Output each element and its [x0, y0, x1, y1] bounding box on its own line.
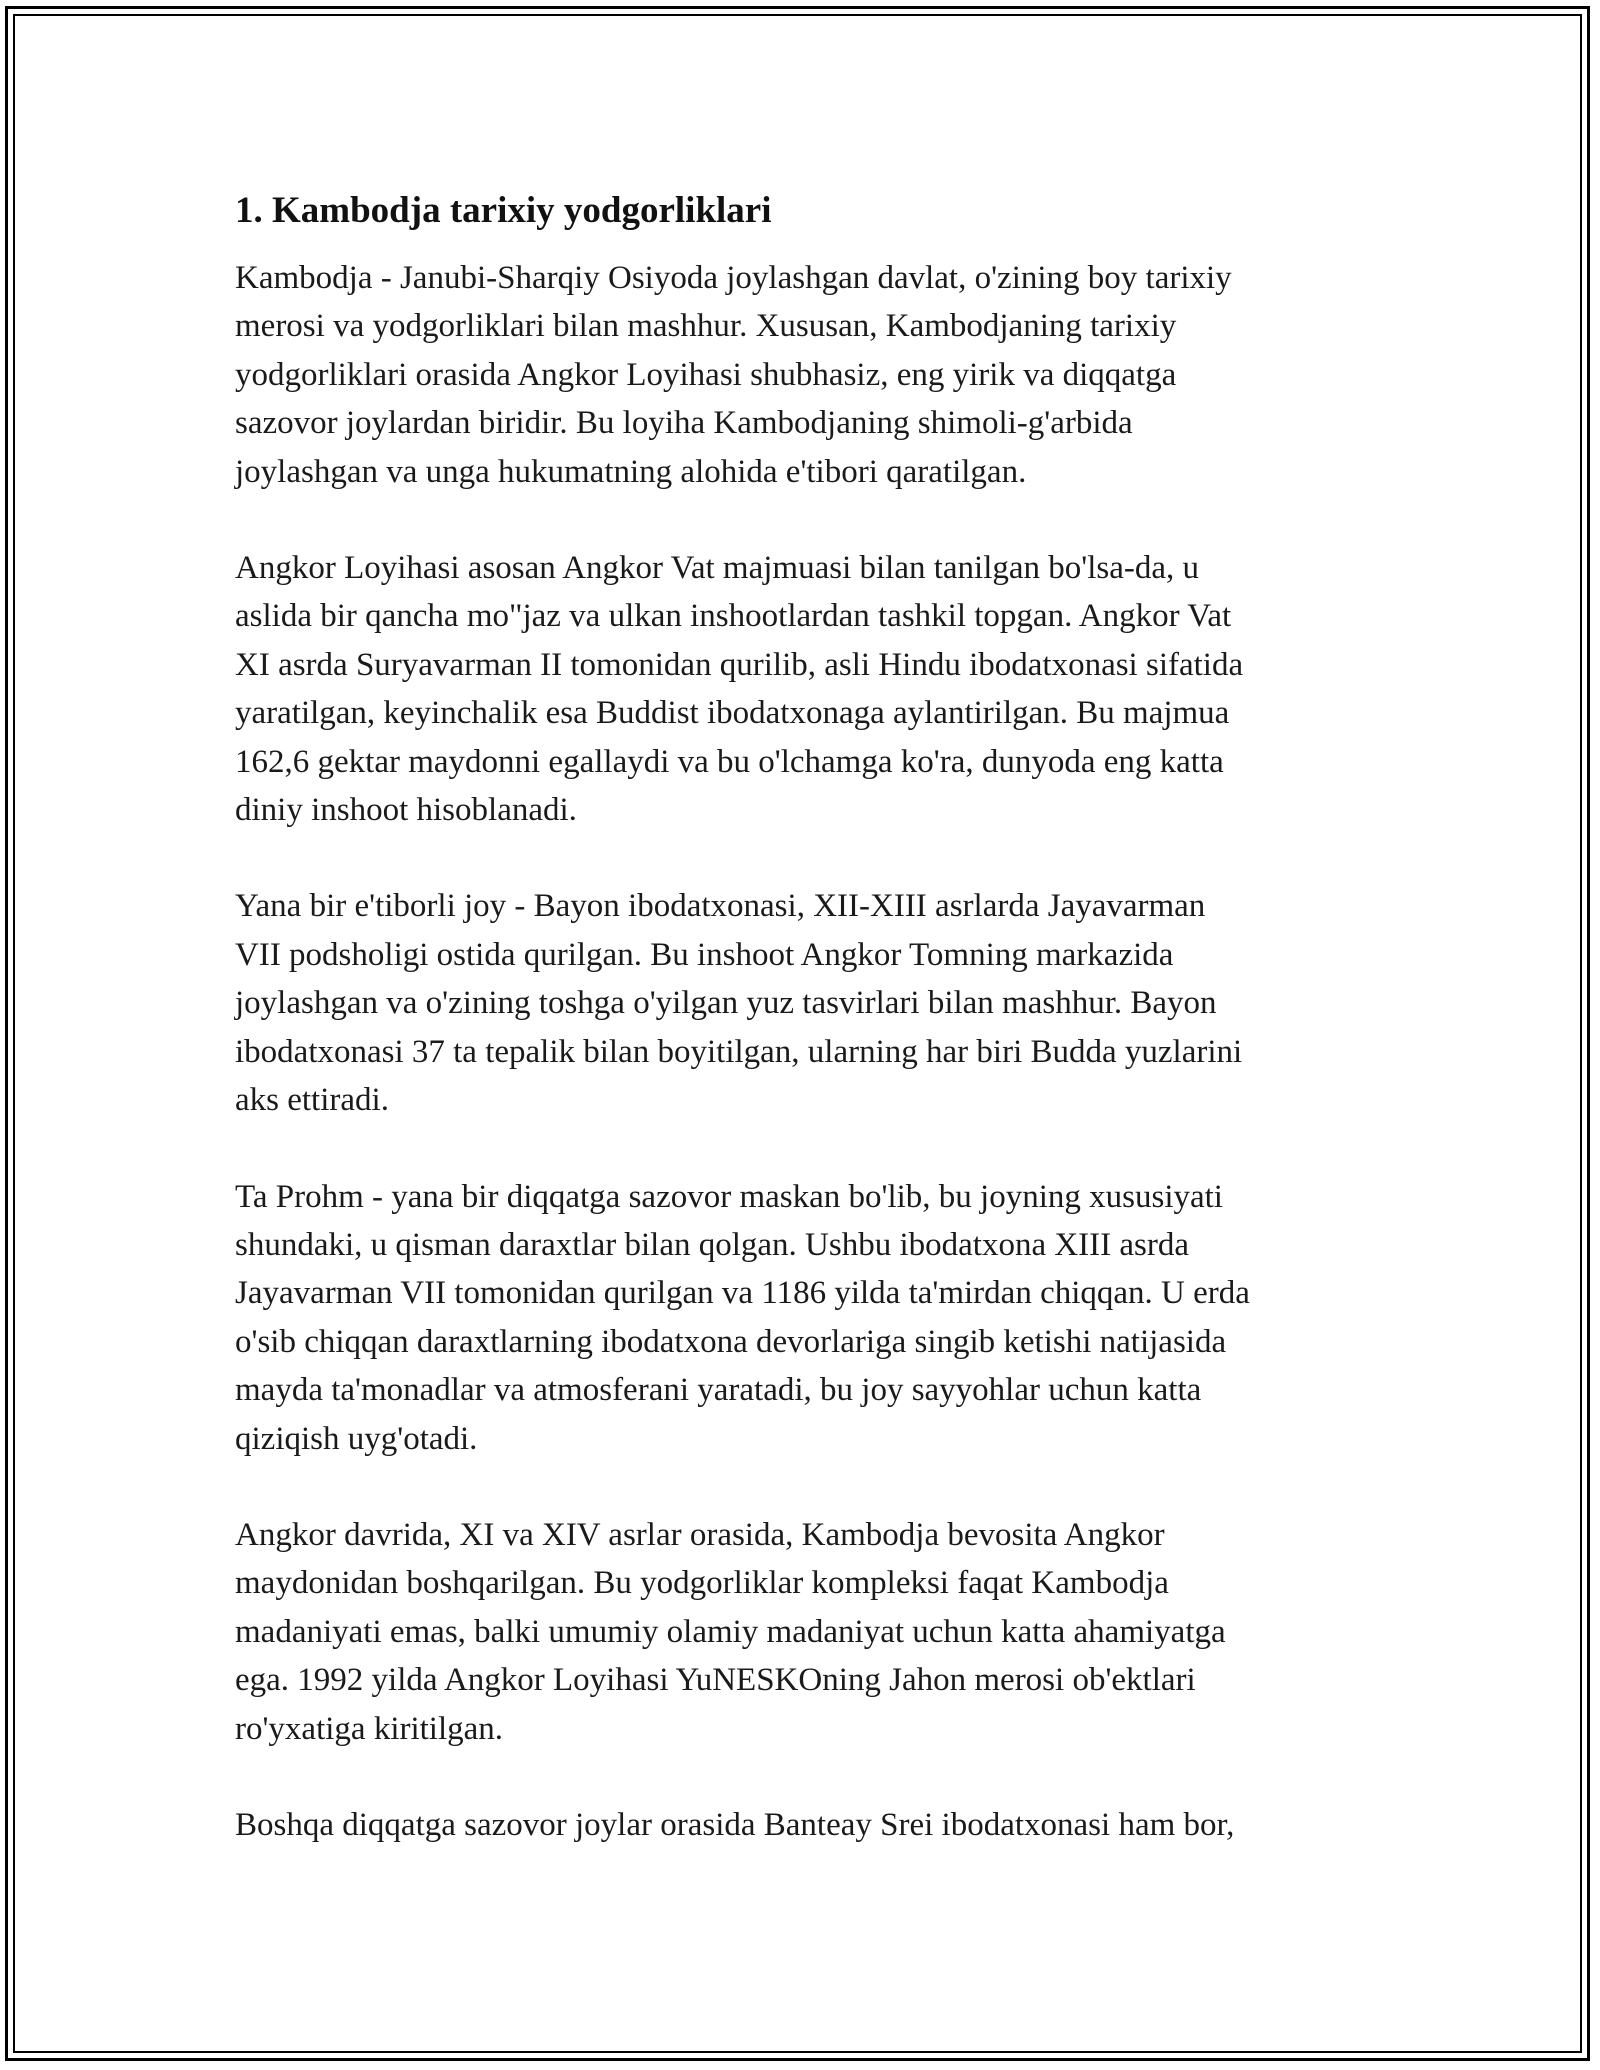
paragraph-6: Boshqa diqqatga sazovor joylar orasida Banteay Srei ibodatxonasi ham bor,: [235, 1806, 1235, 1843]
paragraph-1: Kambodja - Janubi-Sharqiy Osiyoda joylashgan davlat, o'zining boy tarixiy merosi va yodgorliklari bilan mashhur. Xususan, Kambodjaning tarixiy yodgorliklari orasida Angkor Loyihasi shubhasiz, eng yirik va diqqatga sazovor joylardan biridir. Bu loyiha Kambodjaning shimoli-g'arbida joylashgan va unga hukumatning alohida e'tibori qaratilgan.: [235, 260, 1232, 490]
document-title: 1. Kambodja tarixiy yodgorliklari: [235, 190, 772, 231]
paragraph-3: Yana bir e'tiborli joy - Bayon ibodatxonasi, XII-XIII asrlarda Jayavarman VII podsholigi ostida qurilgan. Bu inshoot Angkor Tomning markazida joylashgan va o'zining toshga o'yilgan yuz tasvirlari bilan mashhur. Bayon ibodatxonasi 37 ta tepalik bilan boyitilgan, ularning har biri Budda yuzlarini aks ettiradi.: [235, 888, 1243, 1119]
paragraph-2: Angkor Loyihasi asosan Angkor Vat majmuasi bilan tanilgan bo'lsa-da, u aslida bir qancha mo"jaz va ulkan inshootlardan tashkil topgan. Angkor Vat XI asrda Suryavarman II tomonidan qurilib, asli Hindu ibodatxonasi sifatida yaratilgan, keyinchalik esa Buddist ibodatxonaga aylantirilgan. Bu majmua 162,6 gektar maydonni egallaydi va bu o'lchamga ko'ra, dunyoda eng katta diniy inshoot hisoblanadi.: [235, 550, 1244, 829]
paragraph-4: Ta Prohm - yana bir diqqatga sazovor maskan bo'lib, bu joyning xususiyati shundaki, u qisman daraxtlar bilan qolgan. Ushbu ibodatxona XIII asrda Jayavarman VII tomonidan qurilgan va 1186 yilda ta'mirdan chiqqan. U erda o'sib chiqqan daraxtlarning ibodatxona devorlariga singib ketishi natijasida mayda ta'monadlar va atmosferani yaratadi, bu joy sayyohlar uchun katta qiziqish uyg'otadi.: [235, 1178, 1250, 1457]
document-body: [235, 188, 1375, 1897]
paragraph-5: Angkor davrida, XI va XIV asrlar orasida, Kambodja bevosita Angkor maydonidan boshqarilgan. Bu yodgorliklar kompleksi faqat Kambodja madaniyati emas, balki umumiy olamiy madaniyat uchun katta ahamiyatga ega. 1992 yilda Angkor Loyihasi YuNESKOning Jahon merosi ob'ektlari ro'yxatiga kiritilgan.: [235, 1516, 1226, 1747]
